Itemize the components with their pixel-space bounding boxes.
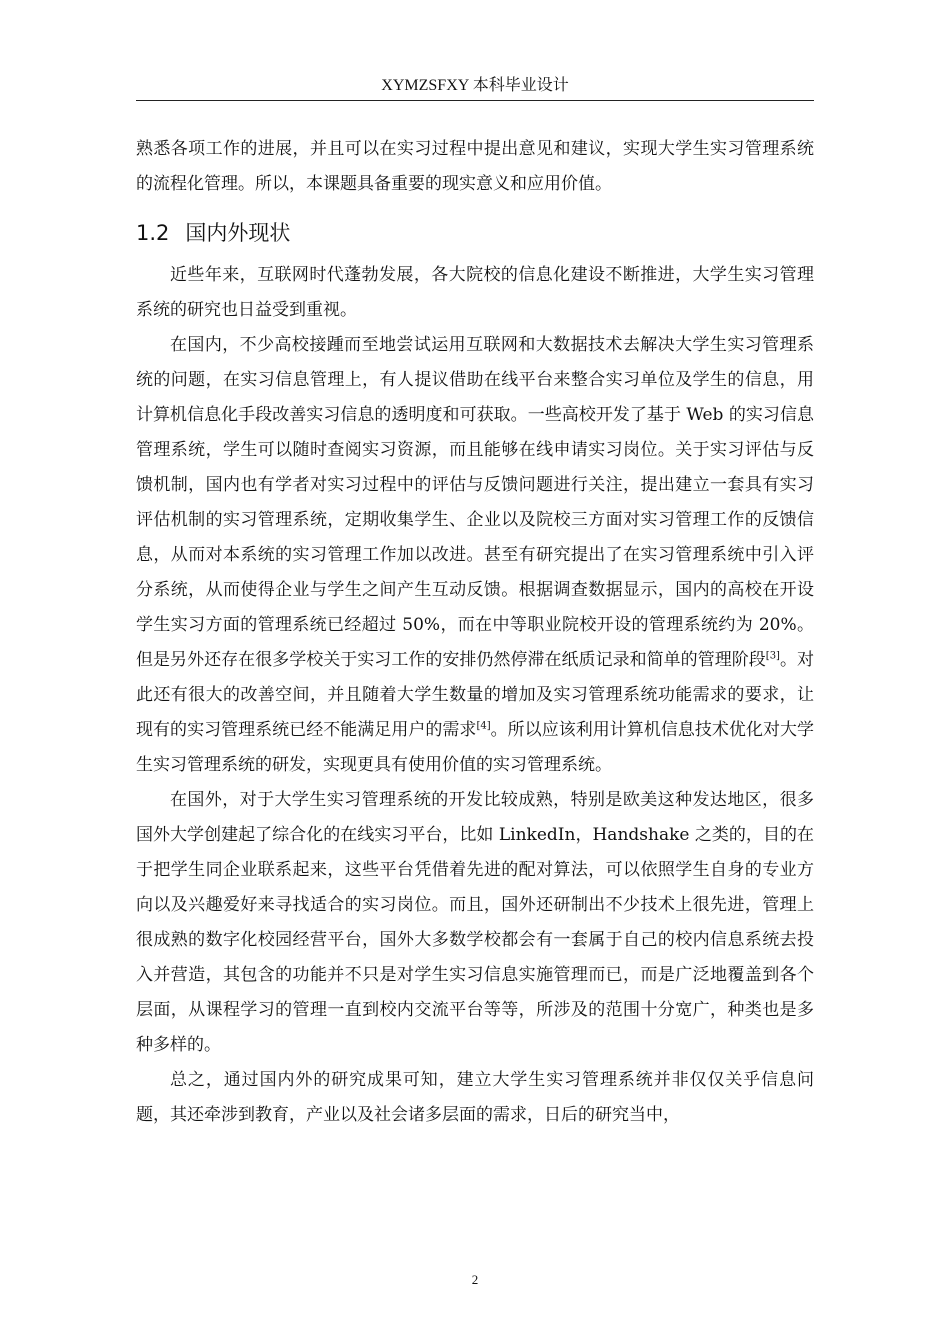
page-number: 2 [471, 1272, 479, 1287]
paragraph-domestic [136, 328, 814, 783]
citation-4: [4] [476, 720, 491, 732]
page-body [136, 132, 814, 1133]
paragraph-intro: 近些年来，互联网时代蓬勃发展，各大院校的信息化建设不断推进，大学生实习管理系统的研究也日益受到重视。 [136, 265, 814, 320]
page-header [136, 72, 814, 101]
paragraph-foreign: 在国外，对于大学生实习管理系统的开发比较成熟，特别是欧美这种发达地区，很多国外大学创建起了综合化的在线实习平台，比如 LinkedIn，Handshake 之类的，目的在于把学生同企业联系起来，这些平台凭借着先进的配对算法，可以依照学生自身的专业方向以及兴趣爱好来寻找适合的实习岗位。而且，国外还研制出不少技术上很先进，管理上很成熟的数字化校园经营平台，国外大多数学校都会有一套属于自己的校内信息系统去投入并营造，其包含的功能并不只是对学生实习信息实施管理而已，而是广泛地覆盖到各个层面，从课程学习的管理一直到校内交流平台等等，所涉及的范围十分宽广，种类也是多种多样的。 [136, 790, 814, 1055]
section-number: 1.2 [136, 221, 170, 245]
paragraph-domestic-part1: 在国内，不少高校接踵而至地尝试运用互联网和大数据技术去解决大学生实习管理系统的问题，在实习信息管理上，有人提议借助在线平台来整合实习单位及学生的信息，用计算机信息化手段改善实习信息的透明度和可获取。一些高校开发了基于 Web 的实习信息管理系统，学生可以随时查阅实习资源，而且能够在线申请实习岗位。关于实习评估与反馈机制，国内也有学者对实习过程中的评估与反馈问题进行关注，提出建立一套具有实习评估机制的实习管理系统，定期收集学生、企业以及院校三方面对实习管理工作的反馈信息，从而对本系统的实习管理工作加以改进。甚至有研究提出了在实习管理系统中引入评分系统，从而使得企业与学生之间产生互动反馈。根据调查数据显示，国内的高校在开设学生实习方面的管理系统已经超过 50%，而在中等职业院校开设的管理系统约为 20%。但是另外还存在很多学校关于实习工作的安排仍然停滞在纸质记录和简单的管理阶段 [136, 335, 814, 670]
paragraph-domestic-part3: 。所以应该利用计算机信息技术优化对大学生实习管理系统的研发，实现更具有使用价值的实习管理系统。 [136, 720, 815, 775]
section-title: 国内外现状 [185, 221, 291, 245]
header-title: XYMZSFXY 本科毕业设计 [381, 77, 569, 94]
page-footer [0, 1270, 950, 1290]
section-heading [136, 214, 814, 252]
paragraph-summary: 总之，通过国内外的研究成果可知，建立大学生实习管理系统并非仅仅关乎信息问题，其还牵涉到教育，产业以及社会诸多层面的需求，日后的研究当中， [136, 1070, 814, 1125]
paragraph-continued: 熟悉各项工作的进展，并且可以在实习过程中提出意见和建议，实现大学生实习管理系统的流程化管理。所以，本课题具备重要的现实意义和应用价值。 [136, 139, 814, 194]
paragraph-domestic-part2: 。对此还有很大的改善空间，并且随着大学生数量的增加及实习管理系统功能需求的要求，让现有的实习管理系统已经不能满足用户的需求 [136, 650, 815, 740]
citation-3: [3] [765, 650, 780, 662]
